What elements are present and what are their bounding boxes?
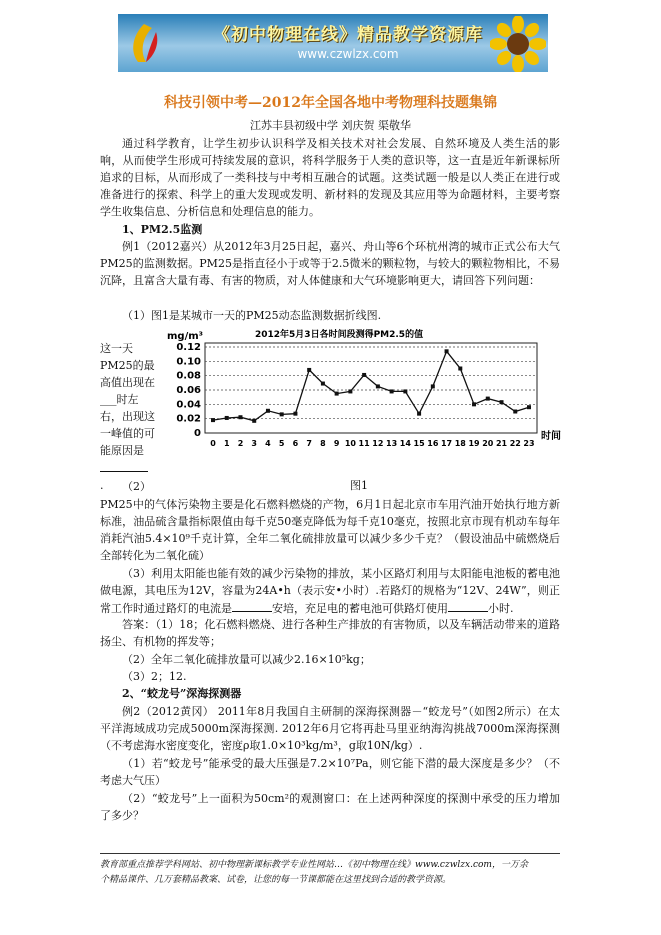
data-point (266, 409, 270, 413)
data-point (238, 415, 242, 419)
data-point (225, 416, 229, 420)
x-tick-label: 9 (333, 439, 340, 448)
logo-icon (124, 22, 164, 64)
answer-blank (100, 459, 148, 472)
data-point (417, 412, 421, 416)
x-axis-label: 时间 (541, 431, 561, 442)
data-point (445, 349, 449, 353)
footer-line-1: 教育部重点推荐学科网站、初中物理新课标教学专业性网站…《初中物理在线》www.czwlzx.com，一万余 (100, 860, 528, 870)
question-3-part-b: 安培，充足电的蓄电池可供路灯使用 (272, 602, 448, 615)
x-tick-label: 11 (358, 439, 370, 448)
data-point (431, 384, 435, 388)
hours-answer-blank (448, 599, 488, 612)
data-point (362, 373, 366, 377)
y-tick-label: 0.02 (176, 413, 201, 425)
x-tick-label: 20 (482, 439, 494, 448)
document-title: 科技引领中考—2012年全国各地中考物理科技题集锦 (164, 95, 497, 111)
answer-2-text: （2）全年二氧化硫排放量可以减少2.16×10⁵kg； (122, 653, 371, 666)
data-point (211, 418, 215, 422)
data-point (335, 392, 339, 396)
data-point (458, 367, 462, 371)
data-point (486, 397, 490, 401)
x-tick-label: 23 (523, 439, 535, 448)
question-2-text: PM25中的气体污染物主要是化石燃料燃烧的产物，6月1日起北京市车用汽油开始执行地方新标准，油品硫含量指标限值由每千克50毫克降低为每千克10毫克，按照北京市现有机动车每年消耗汽油5.4×10⁹千克计算，全年二氧化硫排放量可以减少多少千克？（假设油品中硫燃烧后全部转化为二氧化硫） (100, 498, 560, 562)
x-tick-label: 15 (413, 439, 425, 448)
section-1-heading: 1、PM2.5监测 (122, 223, 203, 236)
header-banner (118, 14, 548, 72)
intro-paragraph: 通过科学教育，让学生初步认识科学及相关技术对社会发展、自然环境及人类生活的影响，从而使学生形成可持续发展的意识，将科学服务于人类的意识等，这一直是近年新课标所追求的目标，从而形成了一类科技与中考相互融合的试题。这类试题一般是以人类正在进行或准备进行的探索、科学上的重大发现或发明、新材料的发现及其应用等为命题材料，主要考察学生收集信息、分析信息和处理信息的能力。 (100, 137, 560, 218)
data-point (321, 382, 325, 386)
example-2-question-2: （2）“蛟龙号”上一面积为50cm²的观测窗口：在上述两种深度的探测中承受的压力增加了多少？ (100, 792, 560, 822)
x-tick-label: 8 (320, 439, 326, 448)
question-1-side-text (100, 340, 160, 494)
example-1-text: 例1（2012嘉兴）从2012年3月25日起，嘉兴、舟山等6个环杭州湾的城市正式公布大气PM25的监测数据。PM25是指直径小于或等于2.5微米的颗粒物，与较大的颗粒物相比，不易沉降，且富含大量有毒、有害的物质，对人体健康和大气环境影响更大，请回答下列问题： (100, 240, 560, 287)
figure-1-caption: 图1 (350, 479, 368, 492)
data-point (472, 402, 476, 406)
data-point (307, 368, 311, 372)
data-point (280, 412, 284, 416)
example-2-text: 例2（2012黄冈） 2011年8月我国自主研制的深海探测器－“蛟龙号”（如图2所示）在太平洋海域成功完成5000m深海探测. 2012年6月它将再赴马里亚纳海沟挑战7000m深海探测（不考虑海水密度变化，密度ρ取1.0×10³kg/m³，g取10N/kg）. (100, 705, 560, 752)
answer-3-text: （3）2；12. (122, 670, 187, 683)
x-tick-label: 6 (292, 439, 299, 448)
x-tick-label: 7 (306, 439, 312, 448)
data-point (376, 384, 380, 388)
x-tick-label: 17 (440, 439, 453, 448)
example-2-question-1: （1）若“蛟龙号”能承受的最大压强是7.2×10⁷Pa，则它能下潜的最大深度是多少？（不考虑大气压） (100, 757, 560, 787)
y-tick-label: 0 (194, 428, 201, 439)
section-2-heading: 2、“蛟龙号”深海探测器 (122, 687, 242, 700)
x-tick-label: 16 (427, 439, 439, 448)
banner-title: 《初中物理在线》精品教学资源库 (213, 25, 483, 45)
x-tick-label: 4 (265, 439, 271, 448)
data-point (293, 412, 297, 416)
question-3-part-c: 小时. (488, 602, 514, 615)
data-point (390, 389, 394, 393)
y-tick-label: 0.08 (176, 370, 201, 382)
y-tick-label: 0.06 (176, 385, 201, 396)
side-end: . (100, 479, 104, 492)
data-point (527, 405, 531, 409)
x-tick-label: 12 (372, 439, 384, 448)
answer-1-text: 答案：（1）18；化石燃料燃烧、进行各种生产排放的有害物质，以及车辆活动带来的道路扬尘、有机物的挥发等； (100, 618, 560, 648)
x-tick-label: 19 (468, 439, 480, 448)
x-tick-label: 0 (210, 439, 216, 448)
x-tick-label: 14 (399, 439, 411, 448)
side-text: 这一天PM25的最高值出现在___时左右，出现这一峰值的可能原因是 (100, 342, 155, 457)
x-tick-label: 3 (251, 439, 258, 448)
y-tick-label: 0.10 (176, 356, 201, 368)
question-3-part-a: （3）利用太阳能也能有效的减少污染物的排放，某小区路灯利用与太阳能电池板的蓄电池做电源，其电压为12V，容量为24A•h（表示安•小时）.若路灯的规格为“12V、24W”，则正常工作时通过路灯的电流是 (100, 567, 560, 615)
x-tick-label: 2 (237, 439, 244, 448)
data-point (348, 389, 352, 393)
x-tick-label: 10 (344, 439, 356, 448)
footer-line-2: 个精品课件、几万套精品教案、试卷，让您的每一节课都能在这里找到合适的教学资源。 (100, 875, 452, 885)
y-tick-label: 0.04 (176, 399, 201, 411)
y-tick-label: 0.12 (176, 342, 201, 353)
pm25-series-line (213, 351, 529, 421)
banner-url[interactable]: www.czwlzx.com (297, 47, 399, 61)
footer (100, 858, 566, 888)
x-tick-label: 1 (223, 439, 230, 448)
current-answer-blank (232, 599, 272, 612)
question-1-text: （1）图1是某城市一天的PM25动态监测数据折线图. (122, 309, 382, 322)
footer-divider (100, 853, 560, 854)
x-tick-label: 22 (509, 439, 521, 448)
data-point (403, 389, 407, 393)
authors-line: 江苏丰县初级中学 刘庆贺 渠敬华 (250, 119, 411, 132)
data-point (500, 400, 504, 404)
question-3-text (100, 565, 560, 617)
sunflower-icon (490, 16, 546, 72)
x-tick-label: 21 (495, 439, 508, 448)
pm25-line-chart (165, 325, 561, 475)
y-axis-label: mg/m³ (167, 331, 204, 342)
chart-title: 2012年5月3日各时间段测得PM2.5的值 (255, 330, 424, 340)
x-tick-label: 5 (278, 439, 285, 448)
data-point (513, 410, 517, 414)
data-point (252, 419, 256, 423)
x-tick-label: 13 (386, 439, 398, 448)
question-2-number: （2） (122, 480, 151, 493)
x-tick-label: 18 (454, 439, 466, 448)
